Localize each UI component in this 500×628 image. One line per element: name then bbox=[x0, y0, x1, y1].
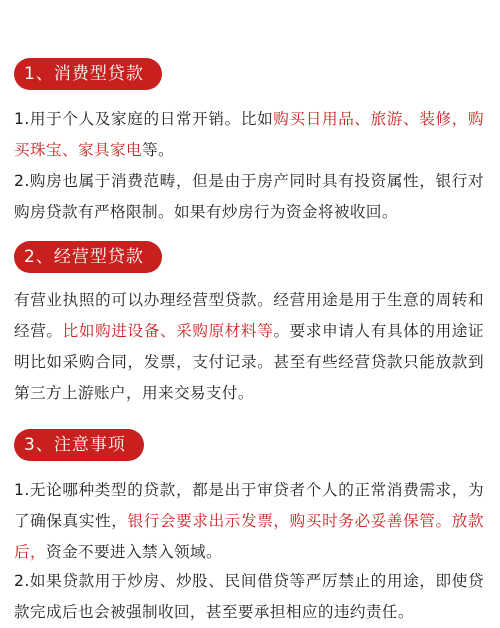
section-1-title: 1、消费型贷款 bbox=[14, 58, 162, 90]
body-text: 2.如果贷款用于炒房、炒股、民间借贷等严厉禁止的用途，即使贷款完成后也会被强制收回，甚至要承担相应的违约责任。 bbox=[14, 572, 484, 621]
highlight-text: 比如购进设备、采购原材料等 bbox=[62, 322, 274, 340]
body-text: 。要求申请人有具体的用途证明比如采购合同，发票，支付记录。甚至有些经营贷款只能放款到第三方上游账户，用来交易支付。 bbox=[14, 322, 485, 402]
section-3-title: 3、注意事项 bbox=[14, 429, 144, 461]
highlight-text: 购买日用品、旅游、装修，购买珠宝、家具家电 bbox=[14, 110, 484, 159]
section-3-paragraph-1 bbox=[14, 475, 484, 568]
section-1-paragraph-2 bbox=[14, 166, 484, 228]
body-text: 1.无论哪种类型的贷款，都是出于审贷者个人的正常消费需求，为了确保真实性， bbox=[14, 481, 484, 530]
section-1-paragraph-1 bbox=[14, 104, 484, 166]
body-text: 资金不要进入禁入领域。 bbox=[46, 543, 222, 561]
section-3-paragraph-2 bbox=[14, 566, 484, 628]
body-text: 2.购房也属于消费范畴，但是由于房产同时具有投资属性，银行对购房贷款有严格限制。如果有炒房行为资金将被收回。 bbox=[14, 172, 484, 221]
highlight-text: 银行会要求出示发票，购买时务必妥善保管。放款后， bbox=[14, 512, 484, 561]
body-text: 等。 bbox=[141, 141, 174, 159]
section-2-paragraph-1 bbox=[14, 285, 484, 409]
section-2-title: 2、经营型贷款 bbox=[14, 241, 162, 273]
body-text: 有营业执照的可以办理经营型贷款。经营用途是用于生意的周转和经营。 bbox=[14, 291, 484, 340]
body-text: 1.用于个人及家庭的日常开销。比如 bbox=[14, 110, 274, 128]
